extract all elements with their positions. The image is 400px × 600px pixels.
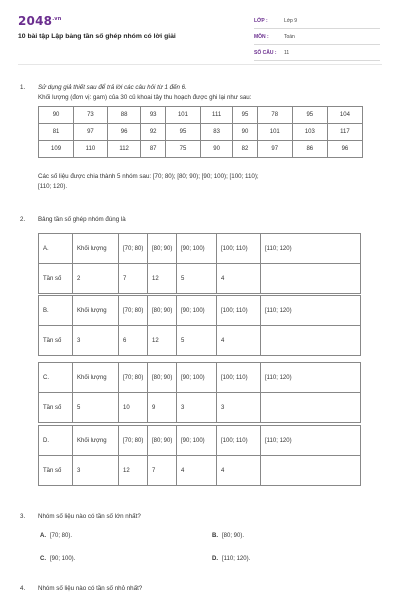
table-cell: 12 (148, 326, 177, 356)
table-header-cell: [80; 90) (148, 426, 177, 456)
table-header-cell: [90; 100) (177, 234, 217, 264)
table-cell: 12 (119, 456, 148, 486)
table-row (39, 234, 361, 264)
option-label: D. (39, 426, 73, 456)
table-cell (261, 326, 361, 356)
option-a-table[interactable] (38, 233, 361, 294)
table-header-cell: [90; 100) (177, 426, 217, 456)
table-cell: 7 (119, 264, 148, 294)
table-cell: 96 (327, 141, 362, 158)
table-row (39, 141, 363, 158)
meta-info (254, 16, 380, 64)
table-header-cell: Khối lượng (73, 426, 119, 456)
table-cell: 5 (177, 264, 217, 294)
option-label: A. (39, 234, 73, 264)
table-cell: 117 (327, 124, 362, 141)
freq-label: Tần số (39, 326, 73, 356)
table-row (39, 296, 361, 326)
meta-row-count (254, 48, 380, 61)
question-1-intro: Khối lượng (đơn vị: gam) của 30 củ khoai tây thu hoạch được ghi lại như sau: (38, 94, 252, 101)
table-cell: 112 (107, 141, 141, 158)
table-cell: 88 (107, 107, 141, 124)
answer-text: [90; 100). (50, 556, 76, 562)
table-cell: 4 (177, 456, 217, 486)
meta-label: SỐ CÂU : (254, 50, 277, 56)
table-cell: 93 (141, 107, 165, 124)
table-header-cell: [110; 120) (261, 234, 361, 264)
table-header-cell: [70; 80) (119, 296, 148, 326)
table-cell: 78 (257, 107, 292, 124)
table-row (39, 393, 361, 423)
table-row (39, 124, 363, 141)
table-cell: 109 (39, 141, 74, 158)
logo-text: 2048 (18, 14, 53, 28)
table-cell: 4 (217, 264, 261, 294)
table-cell: 96 (107, 124, 141, 141)
table-cell: 97 (74, 124, 108, 141)
table-cell: 4 (217, 326, 261, 356)
table-row (39, 363, 361, 393)
question-number: 1. (20, 84, 26, 91)
table-cell: 83 (201, 124, 233, 141)
note-line: Các số liệu được chia thành 5 nhóm sau: [70; 80); [80; 90); [90; 100); [100; 110); (38, 173, 259, 180)
table-row (39, 456, 361, 486)
table-header-cell: [70; 80) (119, 234, 148, 264)
meta-label: LỚP : (254, 18, 268, 24)
table-cell: 9 (148, 393, 177, 423)
option-b-table[interactable] (38, 295, 361, 356)
answer-b[interactable] (212, 533, 244, 539)
table-header-cell: [80; 90) (148, 234, 177, 264)
option-label: C. (39, 363, 73, 393)
table-header-cell: [70; 80) (119, 426, 148, 456)
answer-text: [70; 80). (50, 533, 73, 539)
table-header-cell: [70; 80) (119, 363, 148, 393)
table-header-cell: [100; 110) (217, 363, 261, 393)
question-text: Sử dụng giả thiết sau để trả lời các câu hỏi từ 1 đến 6. (38, 84, 187, 91)
table-cell (261, 456, 361, 486)
option-c-table[interactable] (38, 362, 361, 423)
meta-value: Toán (284, 34, 295, 40)
answer-label: B. (212, 533, 218, 539)
freq-label: Tần số (39, 456, 73, 486)
table-cell: 4 (217, 456, 261, 486)
answer-text: [80; 90). (222, 533, 245, 539)
table-cell: 90 (201, 141, 233, 158)
data-table (38, 106, 363, 158)
table-cell: 3 (177, 393, 217, 423)
table-row (39, 107, 363, 124)
table-header-cell: [100; 110) (217, 426, 261, 456)
meta-row-subject (254, 32, 380, 45)
question-number: 4. (20, 585, 26, 592)
table-cell: 3 (217, 393, 261, 423)
option-d-table[interactable] (38, 425, 361, 486)
answer-label: A. (40, 533, 46, 539)
table-cell: 101 (257, 124, 292, 141)
table-header-cell: [90; 100) (177, 296, 217, 326)
table-cell: 90 (39, 107, 74, 124)
answer-d[interactable] (212, 556, 250, 562)
table-cell: 90 (233, 124, 257, 141)
table-cell: 82 (233, 141, 257, 158)
question-text: Nhóm số liệu nào có tần số lớn nhất? (38, 513, 141, 520)
table-cell: 73 (74, 107, 108, 124)
table-cell: 103 (292, 124, 327, 141)
table-row (39, 264, 361, 294)
table-cell: 101 (165, 107, 200, 124)
meta-row-class (254, 16, 380, 29)
meta-value: 11 (284, 50, 290, 56)
note-line: [110; 120). (38, 182, 68, 190)
answer-c[interactable] (40, 556, 75, 562)
site-logo[interactable] (18, 14, 62, 28)
table-cell: 97 (257, 141, 292, 158)
document-title: 10 bài tập Lập bảng tần số ghép nhóm có lời giải (18, 33, 176, 40)
question-number: 2. (20, 216, 26, 223)
freq-label: Tần số (39, 264, 73, 294)
table-header-cell: [100; 110) (217, 234, 261, 264)
table-cell: 104 (327, 107, 362, 124)
table-cell: 95 (233, 107, 257, 124)
table-cell: 2 (73, 264, 119, 294)
table-cell (261, 264, 361, 294)
question-1-note (38, 172, 368, 191)
table-cell: 95 (292, 107, 327, 124)
table-cell: 12 (148, 264, 177, 294)
answer-a[interactable] (40, 533, 72, 539)
table-cell (261, 393, 361, 423)
table-cell: 10 (119, 393, 148, 423)
option-label: B. (39, 296, 73, 326)
table-cell: 81 (39, 124, 74, 141)
table-header-cell: [80; 90) (148, 296, 177, 326)
table-cell: 5 (177, 326, 217, 356)
table-cell: 110 (74, 141, 108, 158)
answer-text: [110; 120). (222, 556, 251, 562)
table-cell: 111 (201, 107, 233, 124)
table-cell: 86 (292, 141, 327, 158)
logo-suffix: .vn (52, 16, 62, 22)
header-divider (18, 64, 382, 65)
answer-label: C. (40, 556, 46, 562)
table-header-cell: Khối lượng (73, 296, 119, 326)
table-cell: 6 (119, 326, 148, 356)
table-header-cell: [80; 90) (148, 363, 177, 393)
table-cell: 95 (165, 124, 200, 141)
question-number: 3. (20, 513, 26, 520)
table-header-cell: Khối lượng (73, 363, 119, 393)
table-header-cell: [100; 110) (217, 296, 261, 326)
table-header-cell: Khối lượng (73, 234, 119, 264)
table-row (39, 426, 361, 456)
question-text: Bảng tần số ghép nhóm đúng là (38, 216, 126, 223)
table-cell: 3 (73, 326, 119, 356)
table-header-cell: [90; 100) (177, 363, 217, 393)
table-cell: 7 (148, 456, 177, 486)
table-header-cell: [110; 120) (261, 363, 361, 393)
page-header (0, 0, 400, 62)
table-cell: 87 (141, 141, 165, 158)
table-cell: 92 (141, 124, 165, 141)
meta-label: MÔN : (254, 34, 269, 40)
freq-label: Tần số (39, 393, 73, 423)
table-header-cell: [110; 120) (261, 296, 361, 326)
table-cell: 5 (73, 393, 119, 423)
table-cell: 75 (165, 141, 200, 158)
question-text: Nhóm số liệu nào có tần số nhỏ nhất? (38, 585, 143, 592)
table-header-cell: [110; 120) (261, 426, 361, 456)
answer-label: D. (212, 556, 218, 562)
table-cell: 3 (73, 456, 119, 486)
table-row (39, 326, 361, 356)
meta-value: Lớp 9 (284, 18, 298, 24)
